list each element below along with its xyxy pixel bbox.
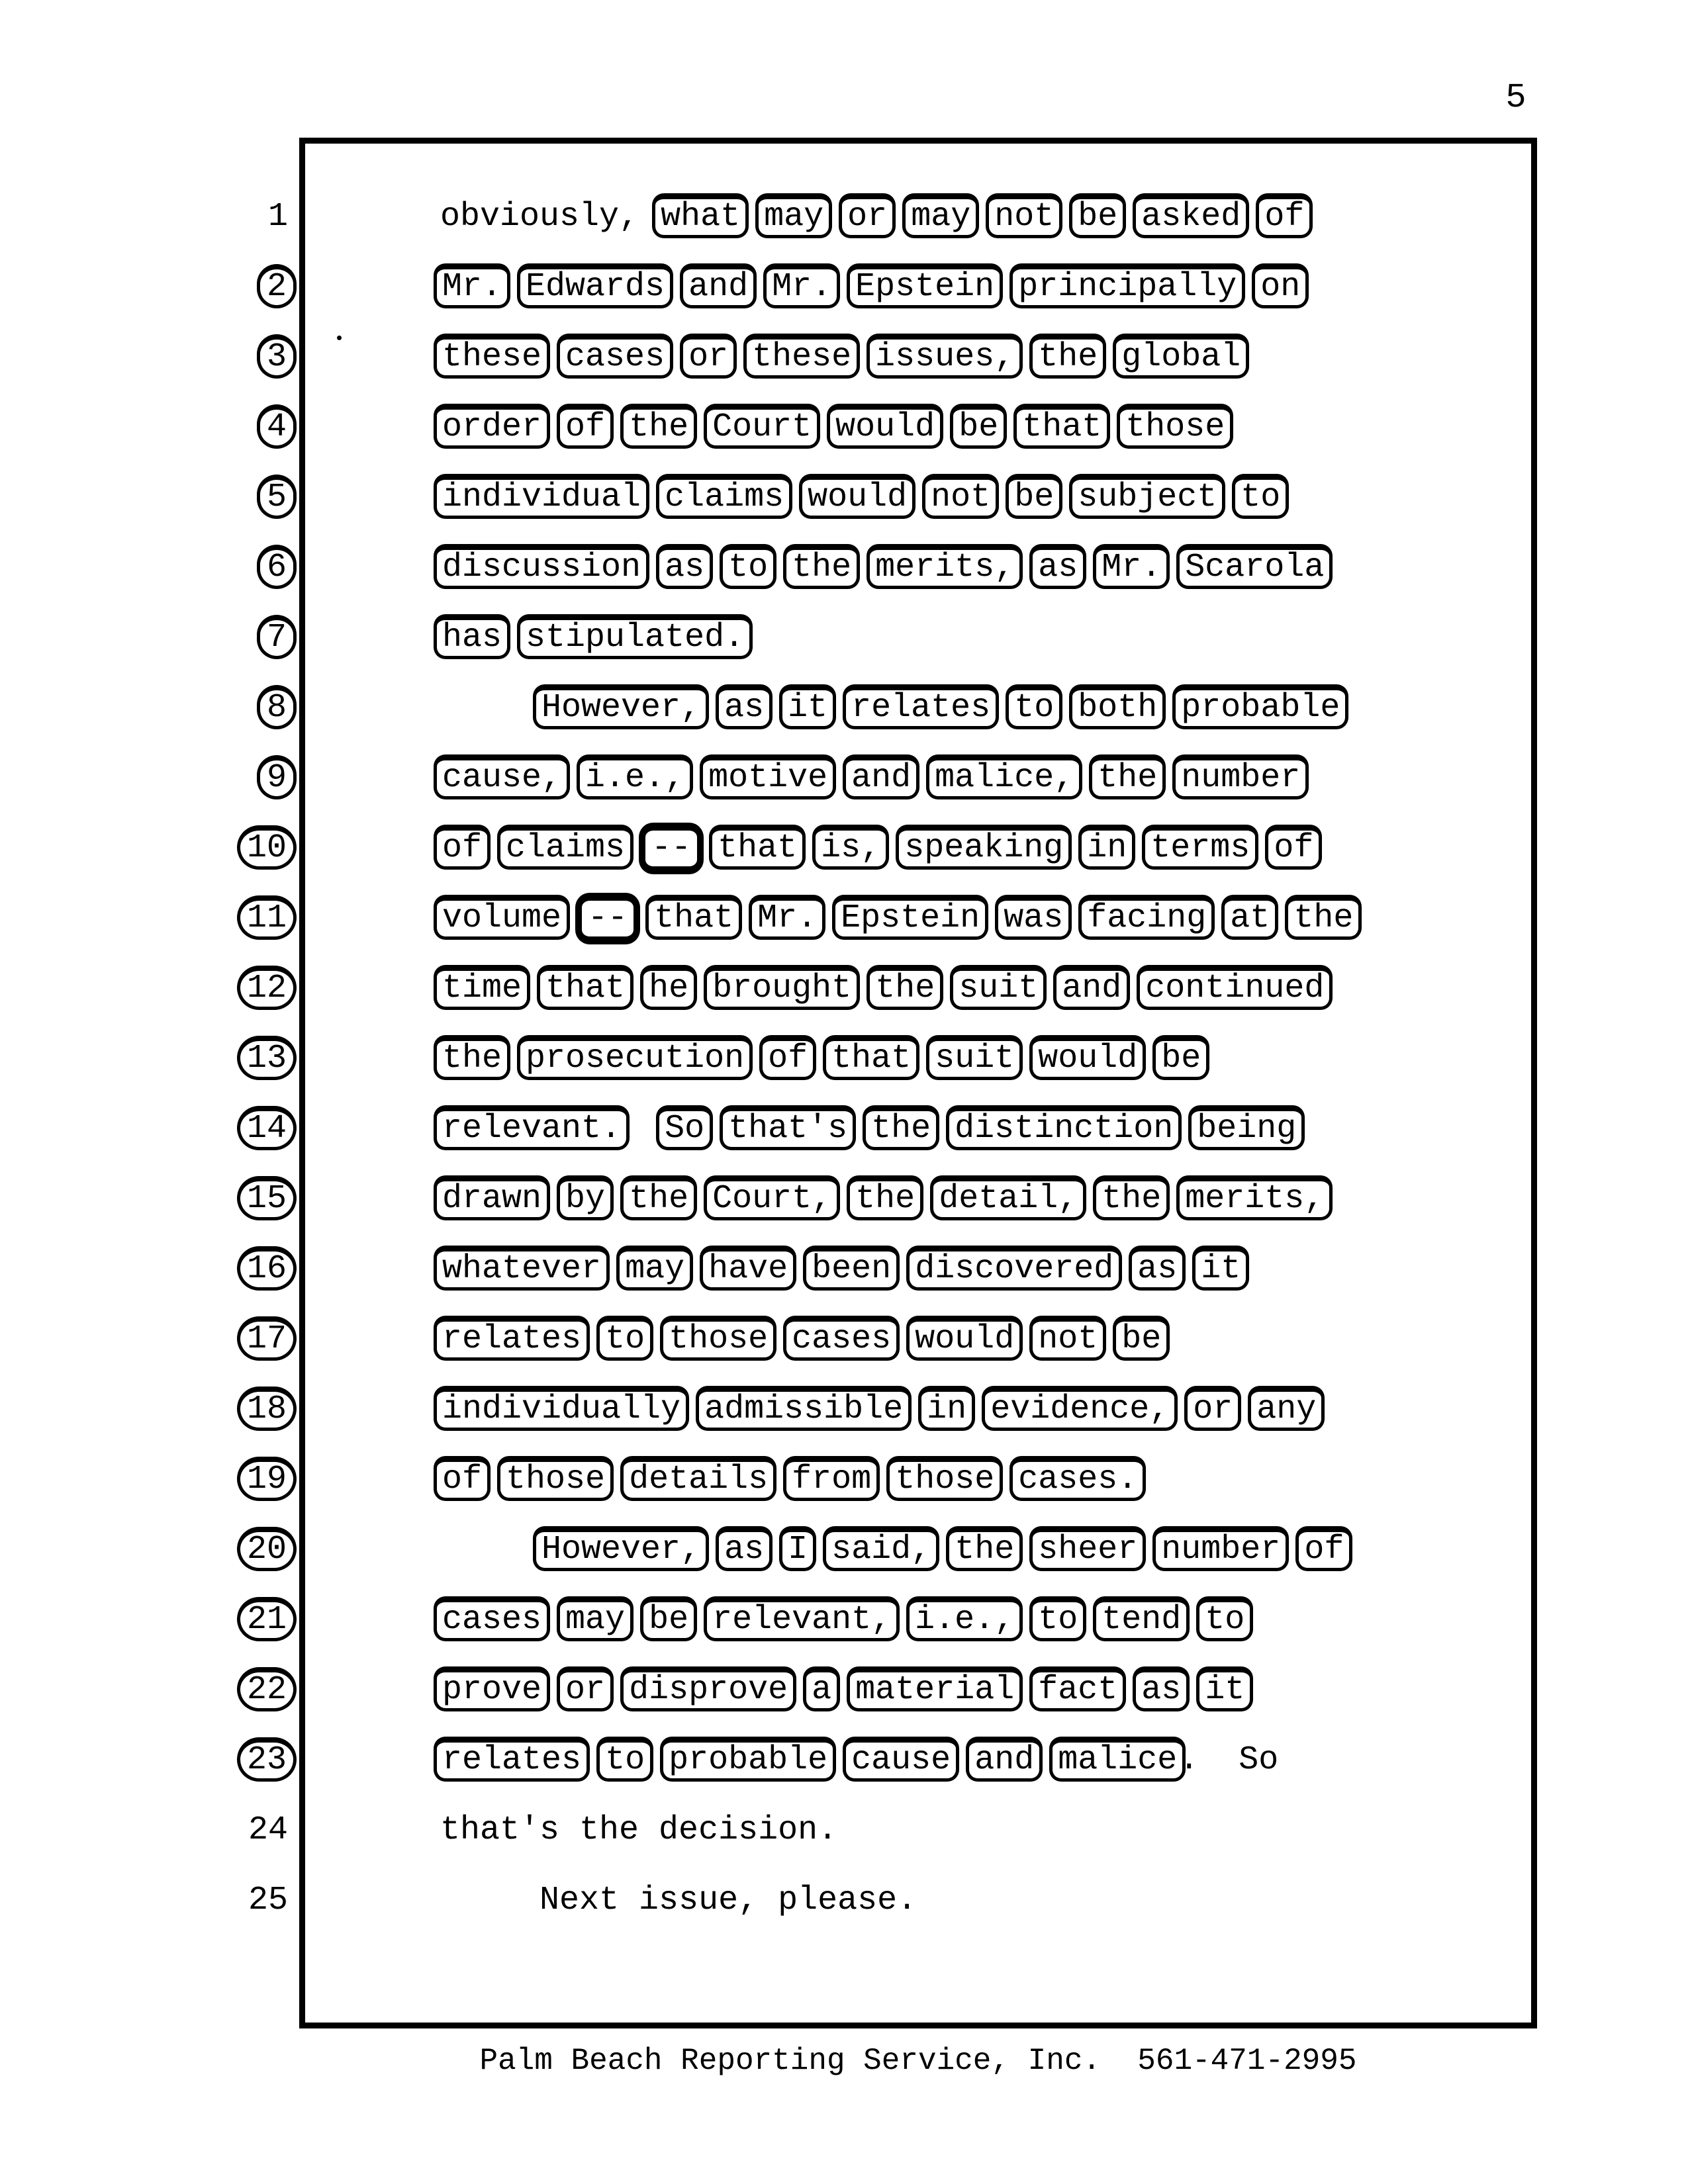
line-text [440, 326, 1243, 389]
word-box: those [1117, 404, 1233, 449]
line-number [159, 676, 288, 740]
word-box: disprove [620, 1666, 796, 1711]
line-number-oval: 9 [257, 755, 297, 799]
word-box: motive [700, 754, 836, 799]
transcript-line [0, 606, 1688, 670]
word-box: and [966, 1737, 1043, 1782]
word-box: whatever [434, 1246, 610, 1291]
word-box: detail, [930, 1175, 1086, 1220]
word-box: from [783, 1456, 880, 1501]
word-box: prosecution [517, 1035, 753, 1080]
word-box: of [557, 404, 614, 449]
word-box: the [434, 1035, 510, 1080]
word-box: merits, [1176, 1175, 1333, 1220]
word-box: number [1152, 1526, 1289, 1571]
word-box: the [863, 1105, 939, 1150]
word-box: fact [1029, 1666, 1126, 1711]
line-text [440, 1729, 1278, 1792]
line-text [440, 1518, 1346, 1582]
line-number [159, 1448, 288, 1512]
word-box: to [596, 1316, 653, 1361]
word-box: the [620, 1175, 697, 1220]
line-text [440, 747, 1302, 810]
word-box: asked [1133, 193, 1249, 238]
word-box: the [620, 404, 697, 449]
line-number-oval: 23 [237, 1737, 297, 1782]
line-text [440, 1378, 1318, 1441]
word: So [1239, 1741, 1279, 1779]
word-box: and [1053, 965, 1130, 1010]
line-number-oval: 17 [237, 1316, 297, 1361]
line-number [159, 1027, 288, 1091]
word-box: that [709, 825, 806, 870]
word-box: may [557, 1596, 633, 1641]
line-number: 24 [248, 1811, 288, 1849]
line-number [159, 817, 288, 880]
word-box: being [1188, 1105, 1305, 1150]
word-box: it [779, 684, 836, 729]
word-box: the [1093, 1175, 1170, 1220]
word-box: facing [1078, 895, 1215, 940]
transcript-line [0, 466, 1688, 529]
line-text [440, 1097, 1298, 1161]
line-text [440, 676, 1342, 740]
line-text [440, 606, 746, 670]
word-box: tend [1093, 1596, 1190, 1641]
transcript-line [0, 1869, 1688, 1933]
line-number [159, 887, 288, 950]
word-box: the [783, 544, 860, 589]
transcript-line [0, 396, 1688, 459]
word-box: that's [720, 1105, 856, 1150]
word-box: or [1184, 1386, 1241, 1431]
line-text [440, 1448, 1139, 1512]
line-number-oval: 13 [237, 1036, 297, 1080]
word-box: a [803, 1666, 840, 1711]
word-box: distinction [946, 1105, 1182, 1150]
word-box: volume [434, 895, 570, 940]
word-box: probable [660, 1737, 836, 1782]
transcript-line [0, 676, 1688, 740]
page-number: 5 [1505, 78, 1526, 117]
word-box: what [652, 193, 749, 238]
line-number-oval: 15 [237, 1176, 297, 1220]
line-number-oval: 12 [237, 966, 297, 1010]
line-text [440, 1167, 1326, 1231]
line-number [159, 1378, 288, 1441]
word-box: that [645, 895, 742, 940]
word-box: Epstein [847, 263, 1003, 308]
word-box: as [716, 684, 773, 729]
word-box: not [1029, 1316, 1106, 1361]
line-number-oval: 10 [237, 825, 297, 870]
line-number-oval: 6 [257, 545, 297, 589]
line-text [440, 1659, 1246, 1722]
line-number [159, 1308, 288, 1371]
line-number-oval: 3 [257, 334, 297, 379]
word-box: that [537, 965, 633, 1010]
word-box: relevant, [704, 1596, 900, 1641]
transcript-line [0, 1518, 1688, 1582]
word-box: to [1006, 684, 1062, 729]
word-box: suit [926, 1035, 1023, 1080]
word-box: Court, [704, 1175, 840, 1220]
word-box: cases [434, 1596, 550, 1641]
transcript-line [0, 1588, 1688, 1652]
word-box: as [656, 544, 713, 589]
line-text [440, 466, 1282, 529]
word-box: it [1196, 1666, 1253, 1711]
word: obviously, [440, 198, 639, 236]
line-number-oval: 20 [237, 1527, 297, 1571]
word-box: of [434, 1456, 491, 1501]
word-box: may [755, 193, 832, 238]
word-box: discussion [434, 544, 649, 589]
line-number-oval: 11 [237, 895, 297, 940]
line-number [159, 466, 288, 529]
line-text [440, 887, 1355, 950]
word-box: issues, [867, 334, 1023, 379]
line-text [440, 396, 1227, 459]
transcript-line [0, 1378, 1688, 1441]
word-box: by [557, 1175, 614, 1220]
word-box: the [1285, 895, 1362, 940]
transcript-line [0, 185, 1688, 249]
word-box: both [1069, 684, 1166, 729]
word-box: in [1078, 825, 1135, 870]
word-box: he [640, 965, 697, 1010]
line-number [159, 255, 288, 319]
line-text [440, 1588, 1246, 1652]
line-text [440, 1238, 1243, 1301]
word-box: any [1248, 1386, 1325, 1431]
word-box: terms [1142, 825, 1258, 870]
word-box: order [434, 404, 550, 449]
transcript-line [0, 1238, 1688, 1301]
word-box: i.e., [577, 754, 693, 799]
transcript-line [0, 1097, 1688, 1161]
line-number [159, 1729, 288, 1792]
transcript-line [0, 887, 1688, 950]
word-box: of [434, 825, 491, 870]
word-box: malice [1049, 1737, 1186, 1782]
word-box: evidence, [982, 1386, 1178, 1431]
word-box: was [995, 895, 1072, 940]
word-box: has [434, 614, 510, 659]
word-box: material [847, 1666, 1023, 1711]
word-box: relevant. [434, 1105, 630, 1150]
line-number-oval: 7 [257, 615, 297, 659]
line-text [440, 1799, 837, 1862]
word-box: continued [1137, 965, 1333, 1010]
transcript-line [0, 957, 1688, 1021]
line-number [159, 1167, 288, 1231]
word-box: those [886, 1456, 1003, 1501]
word-box: as [1133, 1666, 1190, 1711]
word-box: of [1256, 193, 1313, 238]
word-box: it [1192, 1246, 1249, 1291]
transcript-line [0, 1729, 1688, 1792]
word: Next issue, please. [539, 1882, 917, 1919]
transcript-line [0, 747, 1688, 810]
word-box: as [716, 1526, 773, 1571]
line-number [159, 1238, 288, 1301]
word-box: prove [434, 1666, 550, 1711]
line-number: 1 [267, 198, 288, 236]
word-box: cases. [1009, 1456, 1146, 1501]
word-box: Mr. [1093, 544, 1170, 589]
word-box: or [680, 334, 737, 379]
word-box: that [1013, 404, 1110, 449]
line-number [159, 957, 288, 1021]
word-box: these [434, 334, 550, 379]
word-box: to [1196, 1596, 1253, 1641]
word-box: to [720, 544, 776, 589]
line-number-oval: 2 [257, 264, 297, 308]
word-box: of [759, 1035, 816, 1080]
word-box: drawn [434, 1175, 550, 1220]
word-box: be [1069, 193, 1126, 238]
word-box: to [1232, 474, 1289, 519]
word-box: claims [497, 825, 633, 870]
word-box: not [986, 193, 1062, 238]
word-box: the [867, 965, 943, 1010]
word: . [1179, 1741, 1199, 1779]
word-box: cases [557, 334, 673, 379]
word-box: may [616, 1246, 693, 1291]
word-box: -- [639, 823, 704, 874]
line-text [440, 185, 1306, 249]
word-box: I [779, 1526, 816, 1571]
word-box: the [1089, 754, 1166, 799]
word: that's the decision. [440, 1811, 838, 1849]
line-number-oval: 19 [237, 1457, 297, 1501]
word-box: be [1113, 1316, 1170, 1361]
word-box: global [1113, 334, 1249, 379]
word-box: to [596, 1737, 653, 1782]
line-text [440, 1869, 917, 1933]
word-box: that [823, 1035, 919, 1080]
line-number-oval: 14 [237, 1106, 297, 1150]
word-box: Mr. [763, 263, 840, 308]
word-box: probable [1172, 684, 1348, 729]
line-text [440, 817, 1315, 880]
word-box: would [799, 474, 915, 519]
word-box: However, [533, 1526, 709, 1571]
line-text [440, 255, 1302, 319]
word-box: So [656, 1105, 713, 1150]
word-box: claims [656, 474, 792, 519]
line-number [159, 326, 288, 389]
line-text [440, 1027, 1203, 1091]
word-box: said, [823, 1526, 939, 1571]
word-box: relates [843, 684, 999, 729]
word-box: be [1152, 1035, 1209, 1080]
word-box: not [922, 474, 999, 519]
word-box: be [640, 1596, 697, 1641]
word-box: individually [434, 1386, 689, 1431]
word-box: would [1029, 1035, 1146, 1080]
transcript-line [0, 1027, 1688, 1091]
word-box: subject [1069, 474, 1225, 519]
word-box: stipulated. [517, 614, 753, 659]
word-box: as [1129, 1246, 1186, 1291]
word-box: details [620, 1456, 776, 1501]
word-box: of [1295, 1526, 1352, 1571]
transcript-line [0, 255, 1688, 319]
line-number-oval: 21 [237, 1597, 297, 1641]
word-box: those [497, 1456, 614, 1501]
word-box: principally [1009, 263, 1245, 308]
word-box: as [1029, 544, 1086, 589]
word-box: or [557, 1666, 614, 1711]
line-number [159, 1097, 288, 1161]
word-box: -- [575, 893, 640, 944]
word-box: at [1221, 895, 1278, 940]
word-box: Epstein [832, 895, 988, 940]
word-box: speaking [896, 825, 1072, 870]
word-box: i.e., [906, 1596, 1023, 1641]
word-box: cases [783, 1316, 900, 1361]
word-box: those [660, 1316, 776, 1361]
word-box: Mr. [434, 263, 510, 308]
transcript-line [0, 1308, 1688, 1371]
word-box: sheer [1029, 1526, 1146, 1571]
line-number-oval: 5 [257, 475, 297, 519]
line-number-oval: 18 [237, 1387, 297, 1431]
line-text [440, 536, 1326, 600]
word-box: discovered [906, 1246, 1122, 1291]
word-box: be [1006, 474, 1062, 519]
word-box: have [700, 1246, 796, 1291]
line-text [440, 957, 1326, 1021]
word-box: would [906, 1316, 1023, 1361]
line-number [159, 606, 288, 670]
line-number [159, 396, 288, 459]
word-box: Court [704, 404, 820, 449]
word-box: and [843, 754, 919, 799]
word-box: brought [704, 965, 860, 1010]
transcript-line [0, 817, 1688, 880]
line-number [159, 1518, 288, 1582]
word-box: be [950, 404, 1007, 449]
line-number-oval: 16 [237, 1246, 297, 1291]
line-number-oval: 4 [257, 404, 297, 449]
word-box: in [918, 1386, 975, 1431]
word-box: these [743, 334, 860, 379]
word-box: merits, [867, 544, 1023, 589]
word-box: may [902, 193, 979, 238]
footer-reporting-service: Palm Beach Reporting Service, Inc. 561-471-2995 [479, 2044, 1357, 2078]
word-box: cause, [434, 754, 570, 799]
line-number [159, 1588, 288, 1652]
line-number [159, 747, 288, 810]
transcript-line [0, 536, 1688, 600]
word-box: admissible [696, 1386, 912, 1431]
word-box: time [434, 965, 530, 1010]
word-box: individual [434, 474, 649, 519]
word-box: Scarola [1176, 544, 1333, 589]
word-box: number [1172, 754, 1309, 799]
line-text [440, 1308, 1163, 1371]
word-box: been [803, 1246, 900, 1291]
word-box: Mr. [749, 895, 825, 940]
transcript-line [0, 1167, 1688, 1231]
word-box: relates [434, 1737, 590, 1782]
word-box: is, [812, 825, 889, 870]
line-number: 25 [248, 1882, 288, 1919]
word-box: the [946, 1526, 1023, 1571]
transcript-line [0, 326, 1688, 389]
word-box: on [1252, 263, 1309, 308]
transcript-line [0, 1659, 1688, 1722]
word-box: However, [533, 684, 709, 729]
word-box: to [1029, 1596, 1086, 1641]
transcript-line [0, 1799, 1688, 1862]
line-number [159, 1659, 288, 1722]
word-box: of [1265, 825, 1322, 870]
word-box: relates [434, 1316, 590, 1361]
word-box: suit [950, 965, 1047, 1010]
line-number-oval: 22 [237, 1667, 297, 1711]
line-number [159, 536, 288, 600]
word-box: would [827, 404, 943, 449]
word-box: the [847, 1175, 923, 1220]
word-box: or [839, 193, 896, 238]
word-box: the [1029, 334, 1106, 379]
transcript-line [0, 1448, 1688, 1512]
line-number-oval: 8 [257, 685, 297, 729]
word-box: Edwards [517, 263, 673, 308]
word-box: and [680, 263, 757, 308]
word-box: malice, [926, 754, 1082, 799]
word-box: cause [843, 1737, 959, 1782]
